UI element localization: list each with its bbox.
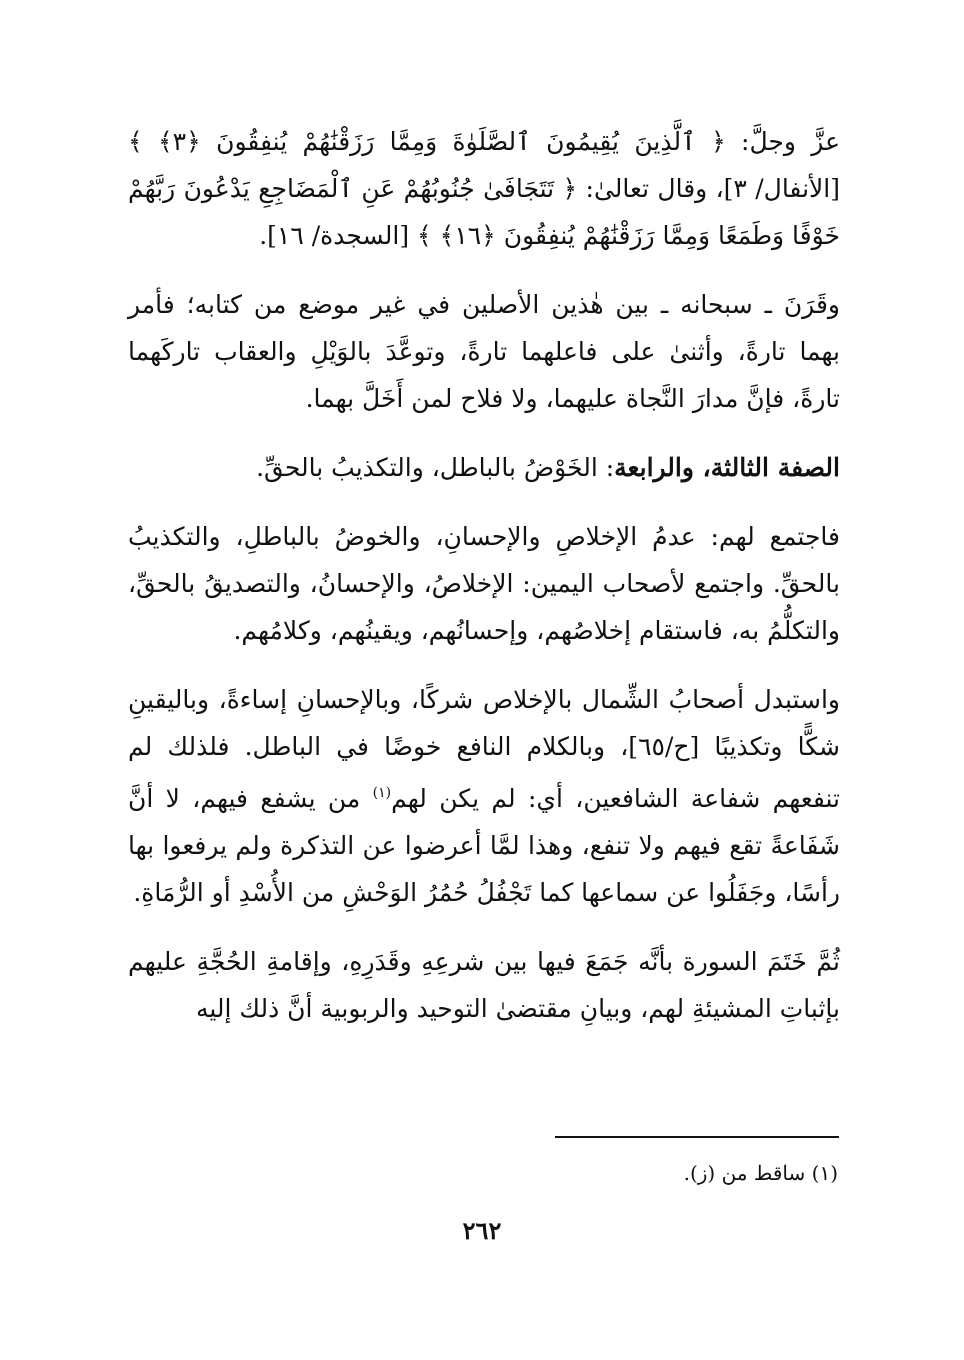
footnote-divider	[555, 1136, 839, 1138]
paragraph-5: ثُمَّ خَتَمَ السورة بأنَّه جَمَعَ فيها بين شرعِهِ وقَدَرِهِ، وإقامةِ الحُجَّةِ عليهم بإثباتِ المشيئةِ لهم، وبيانِ مقتضىٰ التوحيد والربوبية أنَّ ذلك إليه	[128, 947, 840, 1023]
section-heading-rest: : الخَوْضُ بالباطل، والتكذيبُ بالحقِّ.	[256, 453, 615, 482]
footnote-marker: (١)	[372, 785, 392, 801]
paragraph-4	[128, 676, 840, 916]
footnote: (١) ساقط من (ز).	[683, 1161, 838, 1185]
section-heading-bold: الصفة الثالثة، والرابعة	[614, 453, 840, 482]
paragraph-2: وقَرَنَ ـ سبحانه ـ بين هٰذين الأصلين في غير موضع من كتابه؛ فأمر بهما تارةً، وأثنىٰ على فاعلهما تارةً، وتوعَّدَ بالوَيْلِ والعقاب تاركَهما تارةً، فإنَّ مدارَ النَّجاة عليهما، ولا فلاح لمن أَخَلَّ بهما.	[128, 290, 840, 413]
page-body	[128, 118, 840, 1032]
page-number: ٢٦٢	[462, 1216, 502, 1245]
section-heading	[128, 444, 840, 491]
paragraph-1: عزَّ وجلَّ: ﴿ ٱلَّذِينَ يُقِيمُونَ ٱلصَّلَوٰةَ وَمِمَّا رَزَقْنَٰهُمْ يُنفِقُونَ ﴿٣﴾ ﴾ [الأنفال/ ٣]، وقال تعالىٰ: ﴿ تَتَجَافَىٰ جُنُوبُهُمْ عَنِ ٱلْمَضَاجِعِ يَدْعُونَ رَبَّهُمْ خَوْفًا وَطَمَعًا وَمِمَّا رَزَقْنَٰهُمْ يُنفِقُونَ ﴿١٦﴾ ﴾ [السجدة/ ١٦].	[128, 127, 840, 250]
paragraph-4-before: واستبدل أصحابُ الشِّمال بالإخلاص شركًا، وبالإحسانِ إساءةً، وباليقينِ شكًّا وتكذيبًا [ح/٦٥]، وبالكلام النافع خوضًا في الباطل. فلذلك لم تنفعهم شفاعة الشافعين، أي: لم يكن لهم	[128, 685, 840, 813]
paragraph-4-after: من يشفع فيهم، لا أنَّ شَفَاعةً تقع فيهم ولا تنفع، وهذا لمَّا أعرضوا عن التذكرة ولم يرفعوا بها رأسًا، وجَفَلُوا عن سماعها كما تَجْفُلُ حُمُرُ الوَحْشِ من الأُسْدِ أو الرُّمَاةِ.	[128, 784, 840, 907]
paragraph-3: فاجتمع لهم: عدمُ الإخلاصِ والإحسانِ، والخوضُ بالباطلِ، والتكذيبُ بالحقِّ. واجتمع لأصحاب اليمين: الإخلاصُ، والإحسانُ، والتصديقُ بالحقِّ، والتكلُّمُ به، فاستقام إخلاصُهم، وإحسانُهم، ويقينُهم، وكلامُهم.	[128, 522, 840, 645]
